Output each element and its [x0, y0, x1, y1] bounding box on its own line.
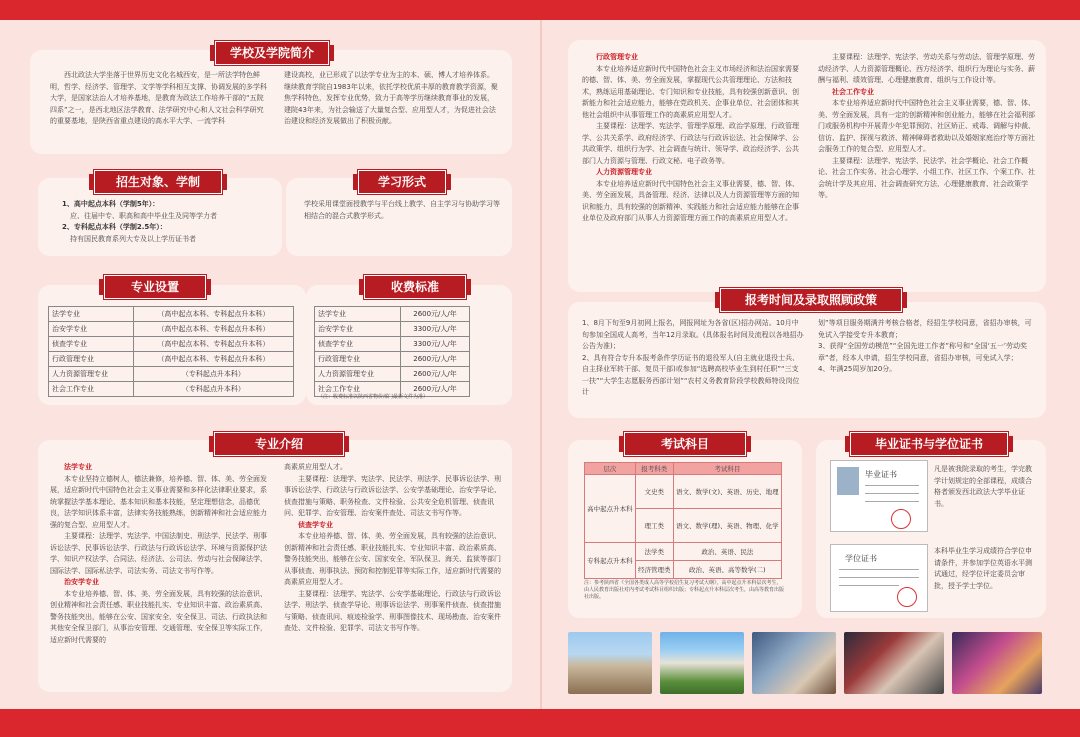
major-name: 人力资源管理专业	[49, 367, 134, 382]
fee-major-name: 治安学专业	[315, 322, 401, 337]
exam-category: 法学类	[635, 543, 673, 561]
major-name: 治安学专业	[49, 322, 134, 337]
study-text: 学校采用课堂面授教学与平台线上教学、自主学习与协助学习等相结合的混合式教学形式。	[304, 200, 500, 220]
policy-title: 报考时间及录取照顾政策	[720, 288, 902, 312]
table-row	[49, 307, 294, 322]
enroll-block	[62, 199, 282, 245]
majorintro-col-left	[50, 462, 272, 646]
degree-image	[830, 544, 928, 612]
majors-table	[48, 306, 294, 397]
major-level: （高中起点本科、专科起点升本科）	[133, 352, 293, 367]
major-level: （专科起点升本科）	[133, 382, 293, 397]
table-row	[315, 337, 470, 352]
major-level: （专科起点升本科）	[133, 367, 293, 382]
majors-title: 专业设置	[104, 275, 206, 299]
seal-icon	[897, 587, 917, 607]
fees-table	[314, 306, 470, 397]
seal-icon	[891, 509, 911, 529]
major-name: 法学专业	[49, 307, 134, 322]
admin-text: 本专业培养适应新时代中国特色社会主义市场经济和法治国家需要的德、智、体、美、劳全面发展，掌握现代公共管理理论、方法和技术，熟练运用基础理论、专门知识和专业技能，具有较强创新意识、创新能力和社会适应能力，能够在党政机关、企事业单位、社会团体和其他社会组织中从事管理工作的高素质应用型人才。	[582, 64, 799, 119]
hr-courses: 主要课程：法理学、宪法学、劳动关系与劳动法、管理学原理、劳动经济学、人力资源管理概论、西方经济学、组织行为理论与实务、薪酬与福利、绩效管理、心理健康教育、组织与工作设计等。	[818, 53, 1035, 84]
exam-subjects: 政治、英语、高等数学(二)	[673, 561, 781, 579]
exam-level: 高中起点升本科	[585, 475, 636, 543]
majors-detail-col-right	[818, 52, 1036, 202]
sw-courses: 主要课程：法理学、宪法学、民法学、社会学概论、社会工作概论、社会工作实务、社会心理学、小组工作、社区工作、个案工作、社会统计学及其应用、社会调查研究方法、心理健康教育、社会政策学等。	[818, 156, 1035, 199]
fee-amount: 3300元/人/年	[401, 322, 470, 337]
fees-note: （注：收费标准以陕西省物价部门最新文件为准）	[318, 394, 429, 400]
law-text: 本专业坚持立德树人，德法兼修，培养德、智、体、美、劳全面发展，适应新时代中国特色社会主义事业需要和多样化法律职业要求，系统掌握法学基本理论、基本知识和基本技能，坚定理想信念，品德优良，法学知识体系丰富，法律实务技能熟练，创新精神和社会适应能力强的复合型、应用型人才。	[50, 474, 267, 529]
exam-category: 文史类	[635, 475, 673, 509]
exam-note: 注：参考陕西省《全国各类成人高等学校招生复习考试大纲》，高中起点升本科层次考生，由人民教育出版社对内考试考试科目组织出版；专科起点升本科层次考生，由高等教育出版社出版。	[584, 580, 785, 600]
table-row	[49, 322, 294, 337]
fee-major-name: 法学专业	[315, 307, 401, 322]
inv-heading: 侦查学专业	[298, 520, 333, 529]
hr-text: 本专业培养适应新时代中国特色社会主义事业需要，德、智、体、美、劳全面发展，具备管理、经济、法律以及人力资源管理等方面的知识和能力，具有较强的创新精神、实践能力和社会适应能力能够在企事业单位及政府部门从事人力资源管理方面工作的高素质应用型人才。	[582, 179, 799, 222]
fee-major-name: 人力资源管理专业	[315, 367, 401, 382]
degree-label: 学位证书	[845, 554, 877, 563]
page-fold	[540, 20, 542, 709]
sw-text: 本专业培养适应新时代中国特色社会主义事业需要，德、智、体、美、劳全面发展，具有一定的创新精神和创业能力，能够在社会福利部门或服务机构中开展青少年犯罪预防、社区矫正、戒毒、调解与仲裁、信访、监护、探视与救济、精神障碍者救助以及婚姻家庭治疗等方面社会服务工作的复合型、应用型人才。	[818, 99, 1035, 153]
enroll-line-1: 1、高中起点本科（学制5年）：	[62, 200, 160, 208]
study-title: 学习形式	[358, 170, 446, 194]
fee-amount: 3300元/人/年	[401, 337, 470, 352]
table-row	[49, 367, 294, 382]
intro-right-text: 建设高校，业已形成了以法学专业为主的本、硕、博人才培养体系。继续教育学院自1983年以来，依托学校优质丰厚的教育教学资源，聚焦学科特色，发挥专业优势，致力于高等学历继续教育事业的发展，建院43年来，为社会输送了大量复合型、应用型人才，为促进社会法治建设和经济发展做出了积极贡献。	[284, 71, 498, 125]
table-row	[49, 352, 294, 367]
exam-col-level: 层次	[585, 463, 636, 475]
bottom-band	[0, 709, 1080, 737]
enroll-line-4: 持有国民教育系列大专及以上学历证书者	[70, 234, 196, 243]
table-row	[585, 475, 782, 509]
table-row	[315, 307, 470, 322]
fee-major-name: 侦查学专业	[315, 337, 401, 352]
pub-text: 本专业培养德、智、体、美、劳全面发展，具有较强的法治意识、创业精神和社会责任感、职业技能扎实、专业知识丰富、政治素质高、警务技能突出，能够在公安、国家安全、安全保卫、司法、行政执法和其他安全保卫部门，从事治安管理、交通管理、安全保卫等实际工作，适应新时代需要的	[50, 589, 267, 644]
pub-heading: 治安学专业	[64, 578, 99, 586]
table-row	[315, 367, 470, 382]
table-row	[49, 337, 294, 352]
major-name: 侦查学专业	[49, 337, 134, 352]
table-row	[585, 543, 782, 561]
campus-photo-2	[660, 632, 744, 694]
exam-table	[584, 462, 782, 579]
majors-detail-col-left	[582, 52, 804, 225]
policy-right-text: 划”等项目服务期满并考核合格者，经招生学校同意，省招办审核，可免试入学接受专升本教育； 3、获得“全国劳动模范”“全国先进工作者”称号和“全国‘五一’劳动奖章”者，经本人申请，招生学校同意，省招办审核，可免试入学； 4、年满25周岁加20分。	[818, 319, 1032, 373]
fee-major-name: 行政管理专业	[315, 352, 401, 367]
admin-heading: 行政管理专业	[596, 53, 638, 61]
top-band	[0, 0, 1080, 20]
intro-title: 学校及学院简介	[215, 41, 329, 65]
campus-photo-5	[952, 632, 1042, 694]
exam-subjects: 语文、数学(文)、英语、历史、地理	[673, 475, 781, 509]
inv-text: 本专业培养德、智、体、美、劳全面发展，具有较强的法治意识、创新精神和社会责任感、职业技能扎实、专业知识丰富、政治素质高、警务技能突出，能够在公安、国家安全、军队保卫、海关、监狱等部门从事侦查、刑事执法、预防和控制犯罪等实际工作，适应新时代需要的高素质应用型人才。	[284, 532, 501, 586]
exam-title: 考试科目	[624, 432, 746, 456]
majorintro-col-right	[284, 462, 502, 635]
exam-subjects: 政治、英语、民法	[673, 543, 781, 561]
table-row	[315, 352, 470, 367]
cert-text-1: 凡是被我院录取的考生，学完教学计划规定的全部课程，成绩合格者颁发西北政法大学毕业证书。	[934, 465, 1032, 508]
fee-amount: 2600元/人/年	[401, 382, 470, 397]
table-row	[49, 382, 294, 397]
fee-major-name: 社会工作专业	[315, 382, 401, 397]
hr-heading: 人力资源管理专业	[596, 168, 652, 176]
inv-courses: 主要课程：法理学、宪法学、公安学基础理论、行政法与行政诉讼法学、刑法学、侦查学导论、刑事诉讼法学、刑事案件侦查、侦查措施与策略、侦查讯问、痕迹检验学、刑事图像技术、现场勘查、治安案件查处、文件检验、犯罪学、司法文书写作等。	[284, 589, 501, 632]
exam-subjects: 语文、数学(理)、英语、物理、化学	[673, 509, 781, 543]
table-row	[315, 322, 470, 337]
exam-col-category: 报考科类	[635, 463, 673, 475]
campus-photo-1	[568, 632, 652, 694]
major-name: 行政管理专业	[49, 352, 134, 367]
intro-left-text: 西北政法大学坐落于世界历史文化名城西安，是一所法学特色鲜明，哲学、经济学、管理学、文学等学科相互支撑、协调发展的多学科大学，是国家法治人才培养基地，是教育为政法工作培养干部的“五院四系”之一，是西北地区法学教育、法学研究中心和人文社会科学研究的重要基地，是陕西省重点建设的高水平大学、一流学科	[50, 71, 267, 125]
exam-category: 理工类	[635, 509, 673, 543]
fee-amount: 2600元/人/年	[401, 367, 470, 382]
major-name: 社会工作专业	[49, 382, 134, 397]
exam-level: 专科起点升本科	[585, 543, 636, 579]
sw-heading: 社会工作专业	[832, 87, 874, 96]
cert-text-2: 本科毕业生学习成绩符合学位申请条件，并参加学位英语水平测试通过，经学位评定委员会审批，授予学士学位。	[934, 547, 1032, 590]
major-level: （高中起点本科、专科起点升本科）	[133, 337, 293, 352]
major-level: （高中起点本科、专科起点升本科）	[133, 322, 293, 337]
campus-photo-4	[844, 632, 944, 694]
pub-courses: 主要课程：法理学、宪法学、民法学、刑法学、民事诉讼法学、刑事诉讼法学、行政法与行政诉讼法学、公安学基础理论、治安学导论、侦查措施与策略、职务检查、文件检验、公共安全危机管理、侦查讯问、犯罪学、治安管理、治安案件查处、司法文书写作等。	[284, 474, 501, 517]
cert-title: 毕业证书与学位证书	[850, 432, 1008, 456]
pub-text-2: 高素质应用型人才。	[284, 463, 347, 471]
major-level: （高中起点本科、专科起点升本科）	[133, 307, 293, 322]
exam-col-subjects: 考试科目	[673, 463, 781, 475]
enroll-line-3: 2、专科起点本科（学制2.5年）：	[62, 223, 167, 231]
diploma-photo	[837, 467, 859, 495]
fee-amount: 2600元/人/年	[401, 352, 470, 367]
campus-photo-3	[752, 632, 836, 694]
law-courses: 主要课程：法理学、宪法学、中国法制史、刑法学、民法学、刑事诉讼法学、民事诉讼法学、行政法与行政诉讼法学、环境与资源保护法学、知识产权法学、合同法、经济法、公司法、劳动与社会保障法学、国际法学、国际私法学、司法实务、司法文书写作等。	[50, 532, 267, 575]
diploma-label: 毕业证书	[865, 470, 897, 479]
majorintro-title: 专业介绍	[214, 432, 344, 456]
law-heading: 法学专业	[64, 463, 92, 471]
diploma-image	[830, 460, 928, 532]
enroll-line-2: 应、往届中专、职高和高中毕业生及同等学力者	[70, 211, 217, 220]
fee-amount: 2600元/人/年	[401, 307, 470, 322]
admin-courses: 主要课程：法理学、宪法学、管理学原理、政治学原理、行政管理学、公共关系学、政府经济学、行政法与行政诉讼法、社会保障学、公共政策学、组织行为学、社会调查与统计、领导学、政治经济学、公共部门人力资源与管理、行政文秘、电子政务等。	[582, 122, 799, 165]
fees-title: 收费标准	[364, 275, 466, 299]
enroll-title: 招生对象、学制	[94, 170, 222, 194]
policy-left-text: 1、8月下旬至9月初网上报名，网报网址为各省(区)招办网站。10月中旬参加全国成人高考，当年12月录取。(具体报名时间及流程以各地招办公告为准)； 2、具有符合专升本报考条件学历证书的退役军人(自主就业退役士兵、自主择业军转干部、复员干部)或参加“选聘高校毕业生到村任职”“三支一扶”“大学生志愿服务西部计划”“农村义务教育阶段学校教师特设岗位计	[582, 319, 804, 396]
exam-category: 经济管理类	[635, 561, 673, 579]
